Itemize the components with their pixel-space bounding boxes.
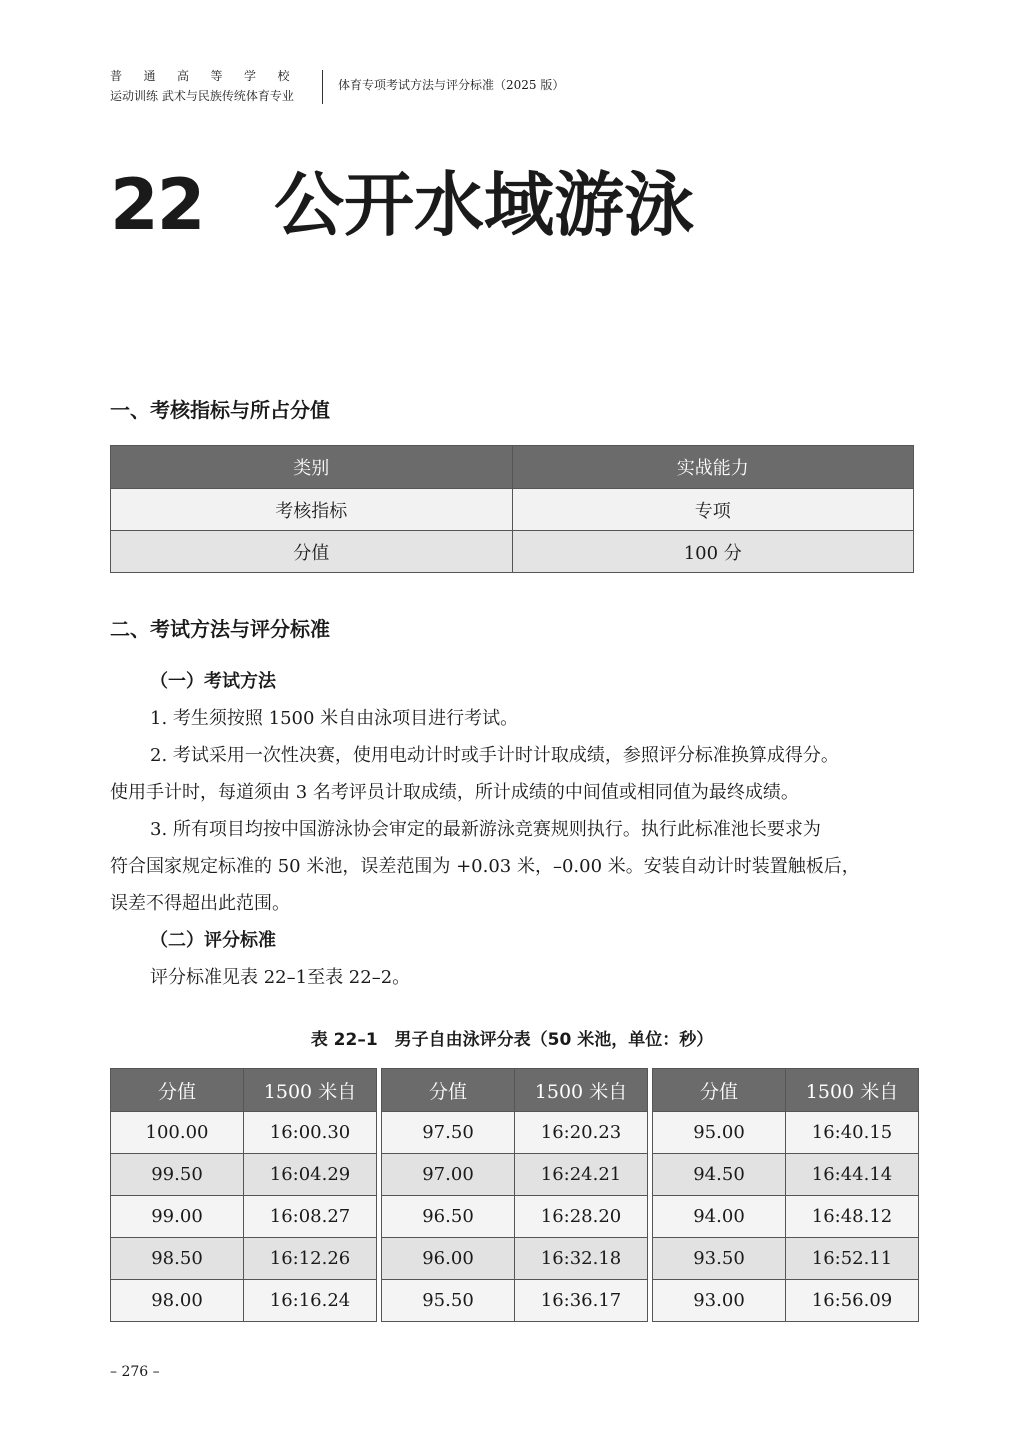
score-cell: 97.50 — [382, 1112, 515, 1154]
score-table-group-1 — [110, 1068, 377, 1322]
time-cell: 16:44.14 — [786, 1154, 919, 1196]
time-cell: 16:52.11 — [786, 1238, 919, 1280]
time-cell: 16:48.12 — [786, 1196, 919, 1238]
score-cell: 94.50 — [653, 1154, 786, 1196]
assessment-row — [111, 489, 914, 531]
score-row — [382, 1238, 648, 1280]
score-row — [653, 1154, 919, 1196]
score-cell: 98.50 — [111, 1238, 244, 1280]
score-cell: 95.50 — [382, 1280, 515, 1322]
assessment-table — [110, 445, 914, 573]
subheading-scoring: （二）评分标准 — [150, 930, 276, 951]
header-book-title: 体育专项考试方法与评分标准（2025 版） — [338, 78, 565, 92]
score-cell: 98.00 — [111, 1280, 244, 1322]
score-header: 分值 — [653, 1069, 786, 1112]
score-row — [382, 1280, 648, 1322]
subheading-exam-method: （一）考试方法 — [150, 671, 276, 692]
score-row — [653, 1196, 919, 1238]
score-row — [111, 1280, 377, 1322]
score-table-group-3 — [652, 1068, 919, 1322]
event-header: 1500 米自 — [786, 1069, 919, 1112]
score-cell: 100.00 — [111, 1112, 244, 1154]
score-table-caption: 表 22–1 男子自由泳评分表（50 米池，单位：秒） — [310, 1030, 714, 1050]
score-header-row — [382, 1069, 648, 1112]
score-row — [382, 1154, 648, 1196]
score-header: 分值 — [111, 1069, 244, 1112]
time-cell: 16:56.09 — [786, 1280, 919, 1322]
score-cell: 96.50 — [382, 1196, 515, 1238]
time-cell: 16:16.24 — [244, 1280, 377, 1322]
score-cell: 95.00 — [653, 1112, 786, 1154]
time-cell: 16:36.17 — [515, 1280, 648, 1322]
assessment-header-row — [111, 446, 914, 489]
time-cell: 16:40.15 — [786, 1112, 919, 1154]
score-row — [111, 1196, 377, 1238]
paragraph-4: 评分标准见表 22–1至表 22–2。 — [150, 967, 411, 988]
event-header: 1500 米自 — [515, 1069, 648, 1112]
score-cell: 97.00 — [382, 1154, 515, 1196]
score-row — [382, 1196, 648, 1238]
time-cell: 16:24.21 — [515, 1154, 648, 1196]
score-cell: 96.00 — [382, 1238, 515, 1280]
assessment-cell: 分值 — [111, 531, 513, 573]
paragraph-3-line3: 误差不得超出此范围。 — [110, 893, 290, 914]
assessment-header-category: 类别 — [111, 446, 513, 489]
score-row — [111, 1154, 377, 1196]
paragraph-3-line1: 3. 所有项目均按中国游泳协会审定的最新游泳竞赛规则执行。执行此标准池长要求为 — [150, 819, 821, 840]
score-row — [653, 1280, 919, 1322]
section1-heading: 一、考核指标与所占分值 — [110, 398, 330, 422]
time-cell: 16:28.20 — [515, 1196, 648, 1238]
score-row — [111, 1112, 377, 1154]
time-cell: 16:20.23 — [515, 1112, 648, 1154]
score-row — [111, 1238, 377, 1280]
header-school-name: 普通高等学校 — [110, 69, 312, 83]
assessment-header-ability: 实战能力 — [512, 446, 914, 489]
time-cell: 16:12.26 — [244, 1238, 377, 1280]
paragraph-1: 1. 考生须按照 1500 米自由泳项目进行考试。 — [150, 708, 519, 729]
score-row — [382, 1112, 648, 1154]
score-cell: 93.00 — [653, 1280, 786, 1322]
time-cell: 16:00.30 — [244, 1112, 377, 1154]
paragraph-3-line2: 符合国家规定标准的 50 米池，误差范围为 +0.03 米，–0.00 米。安装自动计时装置触板后， — [110, 856, 860, 877]
score-cell: 93.50 — [653, 1238, 786, 1280]
assessment-cell: 100 分 — [512, 531, 914, 573]
assessment-cell: 考核指标 — [111, 489, 513, 531]
score-header-row — [111, 1069, 377, 1112]
score-cell: 99.00 — [111, 1196, 244, 1238]
page-number: – 276 – — [110, 1364, 160, 1380]
score-header-row — [653, 1069, 919, 1112]
time-cell: 16:32.18 — [515, 1238, 648, 1280]
time-cell: 16:08.27 — [244, 1196, 377, 1238]
chapter-title: 公开水域游泳 — [274, 164, 694, 246]
score-cell: 94.00 — [653, 1196, 786, 1238]
time-cell: 16:04.29 — [244, 1154, 377, 1196]
header-left — [110, 66, 310, 106]
assessment-cell: 专项 — [512, 489, 914, 531]
score-row — [653, 1238, 919, 1280]
score-row — [653, 1112, 919, 1154]
score-cell: 99.50 — [111, 1154, 244, 1196]
chapter-number: 22 — [110, 164, 204, 246]
paragraph-2-line1: 2. 考试采用一次性决赛，使用电动计时或手计时计取成绩，参照评分标准换算成得分。 — [150, 745, 839, 766]
score-header: 分值 — [382, 1069, 515, 1112]
score-table-group-2 — [381, 1068, 648, 1322]
header-major: 运动训练 武术与民族传统体育专业 — [110, 89, 294, 103]
header-divider — [322, 70, 323, 104]
event-header: 1500 米自 — [244, 1069, 377, 1112]
paragraph-2-line2: 使用手计时，每道须由 3 名考评员计取成绩，所计成绩的中间值或相同值为最终成绩。 — [110, 782, 799, 803]
section2-heading: 二、考试方法与评分标准 — [110, 617, 330, 641]
assessment-row — [111, 531, 914, 573]
